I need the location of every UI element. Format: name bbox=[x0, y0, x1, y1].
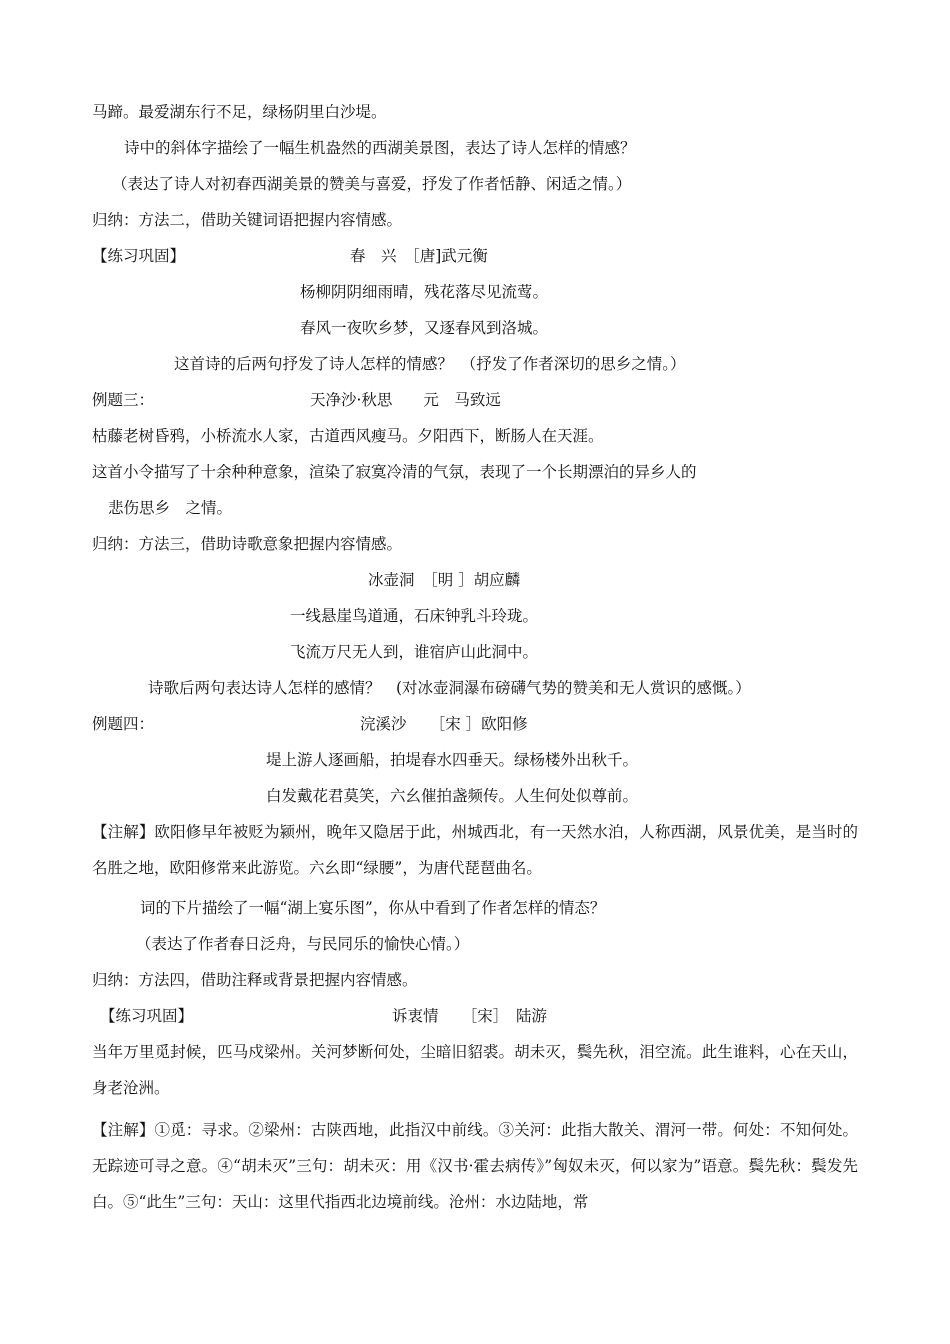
question-line: 这首诗的后两句抒发了诗人怎样的情感？ （抒发了作者深切的思乡之情。） bbox=[174, 355, 686, 373]
poem-title: 浣溪沙 ［宋 ］欧阳修 bbox=[360, 715, 528, 733]
section-label: 例题三： bbox=[92, 391, 155, 409]
poem-title: 冰壶洞 ［明 ］胡应麟 bbox=[368, 571, 521, 589]
answer-line: （表达了诗人对初春西湖美景的赞美与喜爱，抒发了作者恬静、闲适之情。） bbox=[112, 175, 632, 193]
poem-line: 春风一夜吹乡梦，又逐春风到洛城。 bbox=[300, 319, 549, 337]
section-label: 【练习巩固】 bbox=[92, 247, 186, 265]
poem-line: 飞流万尺无人到，谁宿庐山此洞中。 bbox=[290, 643, 539, 661]
question-line: 诗歌后两句表达诗人怎样的感情？ (对冰壶洞瀑布磅礴气势的赞美和无人赏识的感慨。） bbox=[148, 679, 751, 697]
text-line: 这首小令描写了十余种种意象，渲染了寂寞冷清的气氛，表现了一个长期漂泊的异乡人的 bbox=[92, 463, 697, 481]
poem-line: 一线悬崖鸟道通，石床钟乳斗玲珑。 bbox=[290, 607, 539, 625]
answer-line: （表达了作者春日泛舟，与民同乐的愉快心情。） bbox=[136, 935, 470, 953]
text-line: 悲伤思乡 之情。 bbox=[108, 499, 233, 517]
question-line: 词的下片描绘了一幅“湖上宴乐图”，你从中看到了作者怎样的情态？ bbox=[140, 899, 606, 917]
poem-line: 杨柳阴阴细雨晴，残花落尽见流莺。 bbox=[300, 283, 549, 301]
poem-line: 堤上游人逐画船，拍堤春水四垂天。绿杨楼外出秋千。 bbox=[266, 751, 639, 769]
poem-title: 春 兴 ［唐]武元衡 bbox=[350, 247, 488, 265]
annotation-paragraph: 【注解】①觅：寻求。②梁州：古陕西地，此指汉中前线。③关河：此指大散关、渭河一带。何处：不知何处。无踪迹可寻之意。④“胡未灭”三句：胡未灭：用《汉书·霍去病传》”匈奴未灭，何以家为”语意。鬓先秋：鬓发先白。⑤“此生”三句：天山：这里代指西北边境前线。沧州：水边陆地，常 bbox=[92, 1121, 858, 1211]
poem-line: 枯藤老树昏鸦，小桥流水人家，古道西风瘦马。夕阳西下，断肠人在天涯。 bbox=[92, 427, 604, 445]
annotation-paragraph: 【注解】欧阳修早年被贬为颍州，晚年又隐居于此，州城西北，有一天然水泊，人称西湖，风景优美，是当时的名胜之地，欧阳修常来此游览。六幺即“绿腰”，为唐代琵琶曲名。 bbox=[92, 823, 858, 877]
poem-paragraph: 当年万里觅封候，匹马戍梁州。关河梦断何处，尘暗旧貂裘。胡未灭，鬓先秋，泪空流。此生谁料，心在天山，身老沧洲。 bbox=[92, 1043, 858, 1097]
poem-title: 诉衷情 ［宋］ 陆游 bbox=[392, 1007, 548, 1025]
text-line: 马蹄。最爱湖东行不足，绿杨阴里白沙堤。 bbox=[92, 103, 387, 121]
summary-line: 归纳：方法四，借助注释或背景把握内容情感。 bbox=[92, 971, 418, 989]
question-line: 诗中的斜体字描绘了一幅生机盎然的西湖美景图，表达了诗人怎样的情感？ bbox=[124, 139, 636, 157]
poem-title: 天净沙·秋思 元 马致远 bbox=[310, 391, 501, 409]
poem-line: 白发戴花君莫笑，六幺催拍盏频传。人生何处似尊前。 bbox=[266, 787, 639, 805]
section-label: 例题四： bbox=[92, 715, 155, 733]
section-label: 【练习巩固】 bbox=[100, 1007, 194, 1025]
summary-line: 归纳：方法二，借助关键词语把握内容情感。 bbox=[92, 211, 403, 229]
summary-line: 归纳：方法三，借助诗歌意象把握内容情感。 bbox=[92, 535, 403, 553]
